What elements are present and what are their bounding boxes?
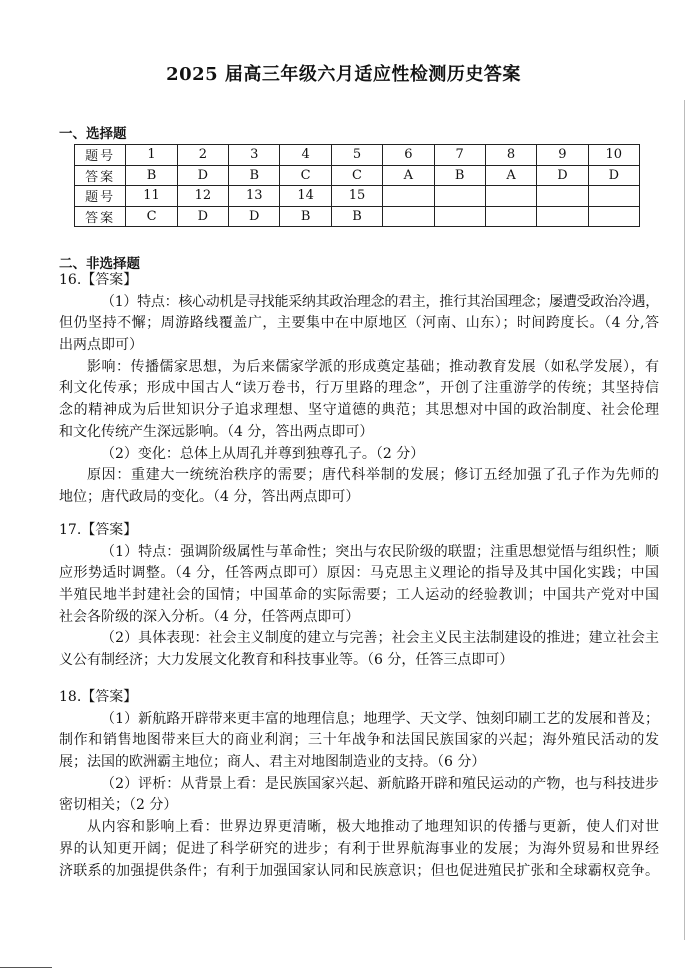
table-cell: 2 [177, 145, 228, 166]
table-cell [588, 186, 639, 207]
table-cell [537, 206, 588, 227]
table-cell: 4 [280, 145, 331, 166]
row-label-cell: 题号 [75, 145, 126, 166]
answer-16 [59, 270, 659, 509]
table-cell: B [229, 165, 280, 186]
table-cell: 14 [280, 186, 331, 207]
table-cell: C [126, 206, 177, 227]
table-cell [434, 186, 485, 207]
table-cell: B [331, 206, 382, 227]
table-cell: 10 [588, 145, 639, 166]
answer-line: 界的认知更开阔；促进了科学研究的进步；有利于世界航海事业的发展；为海外贸易和世界经 [59, 840, 659, 857]
answer-line: （2）评析：从背景上看：是民族国家兴起、新航路开辟和殖民运动的产物，也与科技进步 [101, 775, 659, 792]
table-cell [434, 206, 485, 227]
answer-line: 念的精神成为后世知识分子追求理想、坚守道德的典范；其思想对中国的政治制度、社会伦理 [59, 402, 659, 419]
answer-line: 从内容和影响上看：世界边界更清晰，极大地推动了地理知识的传播与更新，使人们对世 [87, 819, 659, 836]
table-cell: 1 [126, 145, 177, 166]
table-cell: C [280, 165, 331, 186]
table-cell: D [588, 165, 639, 186]
answer-line: 但仍坚持不懈；周游路线覆盖广，主要集中在中原地区（河南、山东）；时间跨度长。（4 分,答 [59, 315, 659, 332]
answer-row [75, 165, 640, 186]
table-cell: C [331, 165, 382, 186]
table-cell: 6 [383, 145, 434, 166]
table-cell: 9 [537, 145, 588, 166]
answer-line: 原因：重建大一统统治秩序的需要；唐代科举制的发展；修订五经加强了孔子作为先师的 [87, 467, 659, 484]
table-cell: B [126, 165, 177, 186]
answer-line: 展；法国的欧洲霸主地位；商人、君主对地图制造业的支持。（6 分） [59, 754, 486, 771]
page-edge-divider [684, 100, 685, 940]
table-cell: D [177, 206, 228, 227]
answer-line: 出两点即可） [59, 337, 143, 354]
answer-line: 半殖民地半封建社会的国情；中国革命的实际需要；工人运动的经验教训；中国共产党对中国 [59, 587, 659, 604]
answer-line: 制作和销售地图带来巨大的商业利润；三十年战争和法国民族国家的兴起；海外殖民活动的发 [59, 732, 659, 749]
table-cell: A [383, 165, 434, 186]
document-title: 2025 届高三年级六月适应性检测历史答案 [166, 64, 521, 85]
table-cell: 12 [177, 186, 228, 207]
answer-17 [59, 520, 659, 672]
table-cell: 8 [485, 145, 536, 166]
table-cell [485, 206, 536, 227]
row-label-cell: 答案 [75, 206, 126, 227]
answer-line: （1）新航路开辟带来更丰富的地理信息；地理学、天文学、蚀刻印刷工艺的发展和普及； [101, 710, 659, 727]
row-label-cell: 答案 [75, 165, 126, 186]
question-number-row [75, 186, 640, 207]
question-header: 17.【答案】 [59, 522, 138, 538]
row-label-cell: 题号 [75, 186, 126, 207]
footer-rule [0, 967, 52, 968]
answer-line: 应形势适时调整。（4 分，任答两点即可）原因：马克思主义理论的指导及其中国化实践；中国 [59, 565, 659, 582]
section-heading-choice: 一、选择题 [59, 126, 127, 142]
answer-18 [59, 687, 659, 882]
answer-line: 地位；唐代政局的变化。（4 分，答出两点即可） [59, 488, 360, 505]
table-cell: A [485, 165, 536, 186]
table-cell [588, 206, 639, 227]
answer-line: （1）特点：强调阶级属性与革命性；突出与农民阶级的联盟；注重思想觉悟与组织性；顺 [101, 543, 659, 560]
answer-line: 密切相关；（2 分） [59, 797, 178, 814]
table-cell: 7 [434, 145, 485, 166]
choice-answer-table [74, 144, 640, 227]
answer-line: （2）变化：总体上从周孔并尊到独尊孔子。（2 分） [101, 445, 425, 462]
answer-line: 影响：传播儒家思想，为后来儒家学派的形成奠定基础；推动教育发展（如私学发展），有 [87, 358, 659, 375]
section-heading-nonchoice: 二、非选择题 [59, 256, 140, 272]
table-cell: 13 [229, 186, 280, 207]
table-cell [383, 186, 434, 207]
answer-line: （2）具体表现：社会主义制度的建立与完善；社会主义民主法制建设的推进；建立社会主 [101, 630, 659, 647]
answer-line: （1）特点：核心动机是寻找能采纳其政治理念的君主，推行其治国理念；屡遭受政治冷遇， [101, 293, 659, 310]
table-cell [485, 186, 536, 207]
table-cell: D [229, 206, 280, 227]
table-cell [383, 206, 434, 227]
table-cell: D [537, 165, 588, 186]
table-cell: 5 [331, 145, 382, 166]
question-header: 16.【答案】 [59, 272, 138, 288]
question-header: 18.【答案】 [59, 689, 138, 705]
table-cell: 15 [331, 186, 382, 207]
answer-line: 和文化传统产生深远影响。（4 分，答出两点即可） [59, 423, 374, 440]
answer-line: 济联系的加强提供条件；有利于加强国家认同和民族意识；但也促进殖民扩张和全球霸权竞争。 [59, 862, 659, 879]
table-cell: 11 [126, 186, 177, 207]
table-cell: B [434, 165, 485, 186]
answer-line: 社会各阶级的深入分析。（4 分，任答两点即可） [59, 608, 360, 625]
table-cell: B [280, 206, 331, 227]
table-cell: D [177, 165, 228, 186]
table-cell [537, 186, 588, 207]
answer-row [75, 206, 640, 227]
answer-line: 义公有制经济；大力发展文化教育和科技事业等。（6 分，任答三点即可） [59, 652, 514, 669]
table-cell: 3 [229, 145, 280, 166]
question-number-row [75, 145, 640, 166]
answer-line: 利文化传承；形成中国古人“读万卷书，行万里路的理念”，开创了注重游学的传统；其坚持信 [59, 380, 659, 397]
